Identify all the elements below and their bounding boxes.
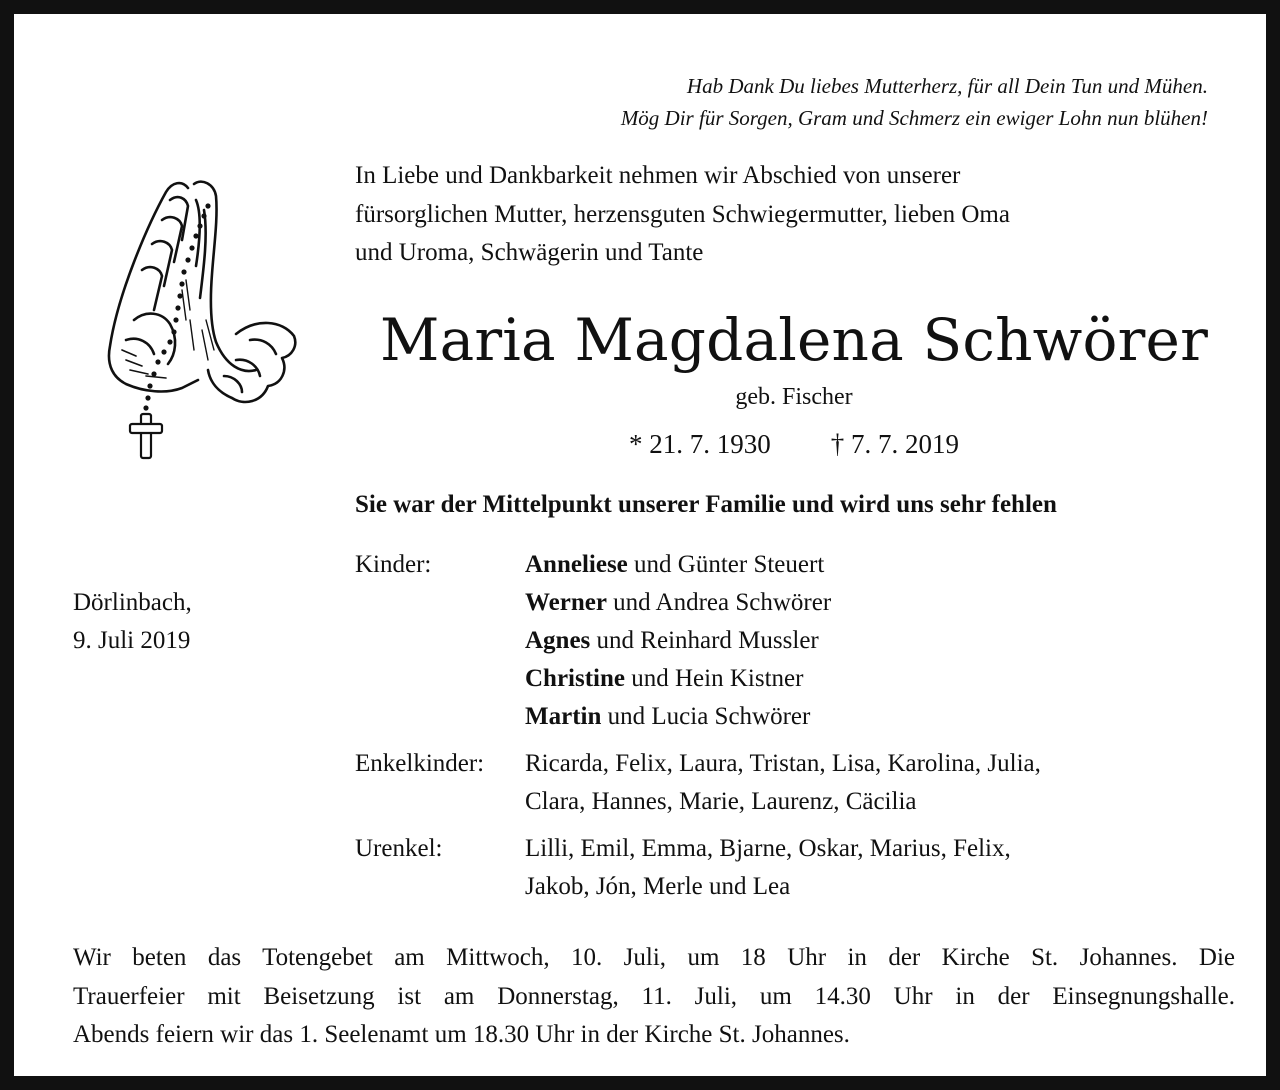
group-label: Kinder: bbox=[355, 551, 432, 578]
motto-verse bbox=[308, 70, 1208, 134]
list-item: Ricarda, Felix, Laura, Tristan, Lisa, Karolina, Julia, bbox=[525, 750, 1041, 777]
group-label: Urenkel: bbox=[355, 835, 443, 862]
death-date: † 7. 7. 2019 bbox=[830, 429, 959, 459]
tagline: Sie war der Mittelpunkt unserer Familie und wird uns sehr fehlen bbox=[355, 491, 1057, 518]
town: Dörlinbach, bbox=[73, 589, 192, 616]
maiden-name: geb. Fischer bbox=[735, 384, 853, 410]
place-and-date bbox=[73, 584, 192, 660]
list-item: Martin und Lucia Schwörer bbox=[525, 703, 811, 730]
intro-line: fürsorglichen Mutter, herzensguten Schwiegermutter, lieben Oma bbox=[355, 200, 1010, 228]
group-members bbox=[525, 546, 831, 736]
group-label: Enkelkinder: bbox=[355, 750, 485, 777]
group-members bbox=[525, 830, 1011, 906]
footer-line: Trauerfeier mit Beisetzung ist am Donnerstag, 11. Juli, um 14.30 Uhr in der Einsegnungshalle. bbox=[73, 982, 1235, 1010]
list-item: Lilli, Emil, Emma, Bjarne, Oskar, Marius, Felix, bbox=[525, 835, 1011, 862]
intro-text bbox=[355, 157, 1215, 273]
list-item: Anneliese und Günter Steuert bbox=[525, 551, 825, 578]
group-members bbox=[525, 745, 1041, 821]
list-item: Werner und Andrea Schwörer bbox=[525, 589, 832, 616]
great-grandchildren-group bbox=[355, 830, 1255, 906]
notice-date: 9. Juli 2019 bbox=[73, 627, 191, 654]
footer-line: Wir beten das Totengebet am Mittwoch, 10. Juli, um 18 Uhr in der Kirche St. Johannes. Die bbox=[73, 944, 1235, 971]
life-dates bbox=[354, 426, 1234, 462]
intro-line: und Uroma, Schwägerin und Tante bbox=[355, 239, 704, 266]
motto-line: Mög Dir für Sorgen, Gram und Schmerz ein ewiger Lohn nun blühen! bbox=[620, 106, 1208, 130]
footer-line: Abends feiern wir das 1. Seelenamt um 18.30 Uhr in der Kirche St. Johannes. bbox=[73, 1021, 850, 1048]
praying-hands-with-rosary-icon bbox=[86, 170, 301, 462]
list-item: Clara, Hannes, Marie, Laurenz, Cäcilia bbox=[525, 788, 917, 815]
birth-date: * 21. 7. 1930 bbox=[629, 429, 771, 459]
grandchildren-group bbox=[355, 745, 1255, 821]
list-item: Christine und Hein Kistner bbox=[525, 665, 804, 692]
service-information bbox=[73, 939, 1235, 1055]
motto-line: Hab Dank Du liebes Mutterherz, für all Dein Tun und Mühen. bbox=[686, 74, 1208, 98]
list-item: Jakob, Jón, Merle und Lea bbox=[525, 873, 791, 900]
mourners-list bbox=[355, 546, 1255, 915]
deceased-name: Maria Magdalena Schwörer bbox=[379, 306, 1208, 374]
intro-line: In Liebe und Dankbarkeit nehmen wir Abschied von unserer bbox=[355, 162, 961, 189]
list-item: Agnes und Reinhard Mussler bbox=[525, 627, 819, 654]
children-group bbox=[355, 546, 1255, 736]
